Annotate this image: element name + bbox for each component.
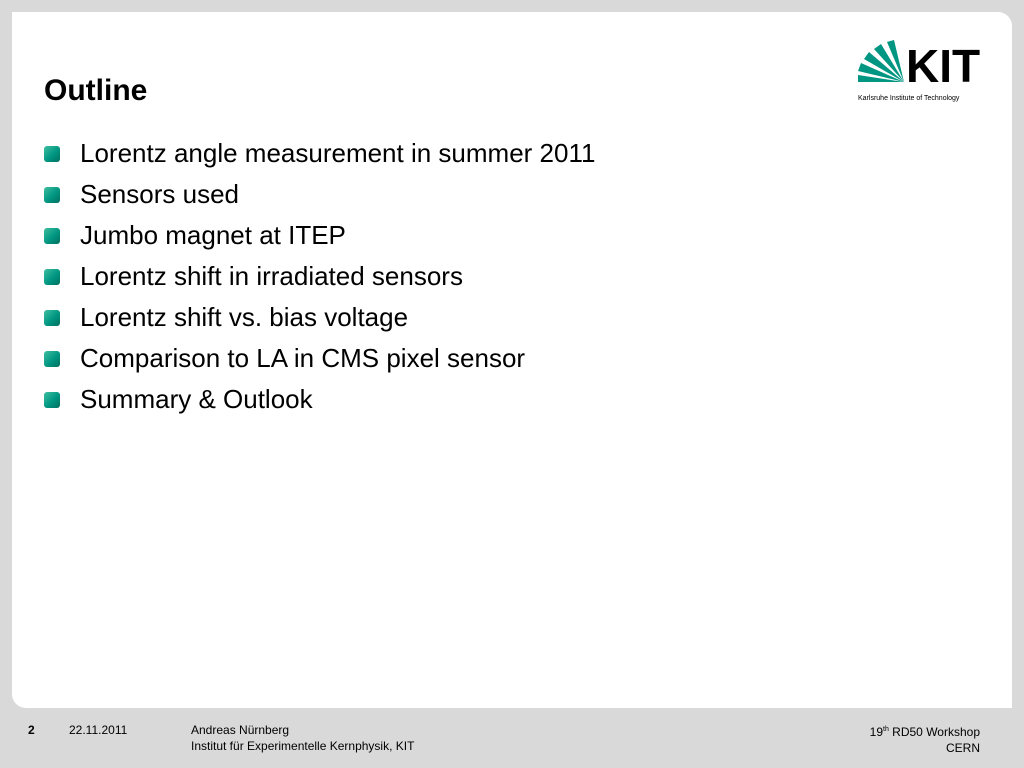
list-item — [44, 300, 595, 341]
list-item-text: Lorentz angle measurement in summer 2011 — [80, 138, 596, 168]
square-bullet-icon — [44, 392, 60, 408]
list-item — [44, 382, 595, 423]
list-item — [44, 218, 595, 259]
event-superscript: th — [883, 726, 889, 733]
footer-date: 22.11.2011 — [69, 723, 128, 737]
list-item — [44, 259, 595, 300]
slide-footer — [0, 708, 1024, 768]
square-bullet-icon — [44, 310, 60, 326]
square-bullet-icon — [44, 228, 60, 244]
square-bullet-icon — [44, 146, 60, 162]
kit-logo — [858, 40, 986, 108]
list-item-text: Jumbo magnet at ITEP — [80, 220, 346, 250]
page-number: 2 — [28, 723, 35, 737]
kit-logo-subtitle: Karlsruhe Institute of Technology — [858, 95, 960, 102]
square-bullet-icon — [44, 187, 60, 203]
footer-event — [870, 725, 980, 739]
list-item-text: Summary & Outlook — [80, 384, 313, 414]
footer-location: CERN — [945, 741, 980, 755]
square-bullet-icon — [44, 269, 60, 285]
event-name: RD50 Workshop — [888, 725, 980, 739]
list-item-text: Comparison to LA in CMS pixel sensor — [80, 343, 526, 373]
square-bullet-icon — [44, 351, 60, 367]
event-number: 19 — [869, 725, 883, 739]
slide-title: Outline — [44, 74, 148, 107]
slide — [12, 12, 1012, 708]
list-item — [44, 136, 595, 177]
outline-list — [44, 136, 595, 423]
list-item — [44, 177, 595, 218]
footer-author: Andreas Nürnberg — [191, 723, 290, 737]
list-item-text: Lorentz shift in irradiated sensors — [80, 261, 463, 291]
footer-institute: Institut für Experimentelle Kernphysik, KIT — [191, 739, 415, 753]
list-item-text: Sensors used — [80, 179, 239, 209]
list-item-text: Lorentz shift vs. bias voltage — [80, 302, 409, 332]
list-item — [44, 341, 595, 382]
kit-logo-mark — [858, 40, 986, 94]
kit-logo-text: KIT — [906, 40, 981, 92]
